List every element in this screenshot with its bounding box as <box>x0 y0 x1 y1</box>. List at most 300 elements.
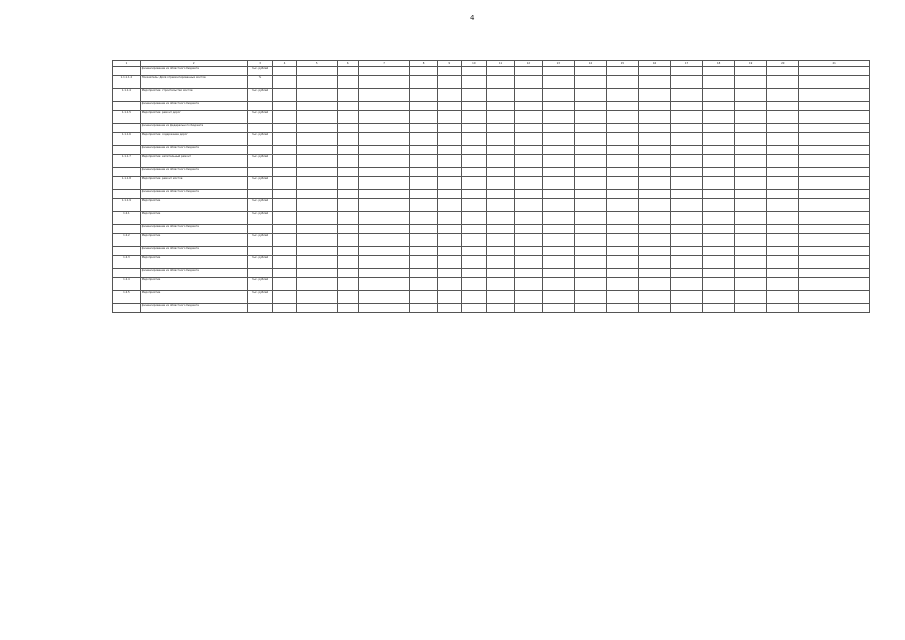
value-cell <box>337 269 358 278</box>
value-cell <box>671 190 703 199</box>
table-row <box>113 133 870 146</box>
row-unit-cell: тыс. рублей <box>247 199 273 212</box>
value-cell <box>437 247 461 256</box>
value-cell <box>671 124 703 133</box>
value-cell <box>337 76 358 89</box>
value-cell <box>735 177 767 190</box>
value-cell <box>337 177 358 190</box>
value-cell <box>799 234 870 247</box>
table-row <box>113 102 870 111</box>
value-cell <box>671 177 703 190</box>
value-cell <box>735 89 767 102</box>
value-cell <box>461 111 487 124</box>
value-cell <box>606 67 638 76</box>
value-cell <box>358 76 409 89</box>
value-cell <box>638 212 670 225</box>
value-cell <box>606 225 638 234</box>
value-cell <box>638 247 670 256</box>
value-cell <box>671 67 703 76</box>
value-cell <box>767 177 799 190</box>
value-cell <box>296 304 337 313</box>
value-cell <box>638 124 670 133</box>
value-cell <box>273 304 297 313</box>
value-cell <box>638 89 670 102</box>
value-cell <box>461 76 487 89</box>
value-cell <box>703 168 735 177</box>
row-name-cell: Мероприятие: строительство мостов <box>140 89 247 102</box>
value-cell <box>487 146 515 155</box>
value-cell <box>337 278 358 291</box>
value-cell <box>461 168 487 177</box>
value-cell <box>735 133 767 146</box>
value-cell <box>514 278 542 291</box>
column-number-cell: 18 <box>703 61 735 67</box>
value-cell <box>358 225 409 234</box>
column-number-cell: 16 <box>638 61 670 67</box>
value-cell <box>671 234 703 247</box>
value-cell <box>358 278 409 291</box>
table-row <box>113 177 870 190</box>
value-cell <box>735 256 767 269</box>
column-number-cell: 2 <box>140 61 247 67</box>
value-cell <box>410 234 438 247</box>
value-cell <box>671 225 703 234</box>
value-cell <box>514 190 542 199</box>
value-cell <box>542 111 574 124</box>
value-cell <box>296 133 337 146</box>
value-cell <box>767 102 799 111</box>
value-cell <box>487 234 515 247</box>
value-cell <box>337 225 358 234</box>
row-unit-cell: тыс. рублей <box>247 291 273 304</box>
value-cell <box>767 278 799 291</box>
value-cell <box>671 89 703 102</box>
value-cell <box>461 247 487 256</box>
table-row <box>113 76 870 89</box>
value-cell <box>358 291 409 304</box>
row-code-cell <box>113 304 141 313</box>
row-code-cell <box>113 124 141 133</box>
value-cell <box>273 146 297 155</box>
value-cell <box>337 146 358 155</box>
value-cell <box>487 212 515 225</box>
value-cell <box>487 247 515 256</box>
value-cell <box>487 155 515 168</box>
table-row <box>113 168 870 177</box>
value-cell <box>514 76 542 89</box>
value-cell <box>767 146 799 155</box>
value-cell <box>358 155 409 168</box>
value-cell <box>514 199 542 212</box>
row-name-cell: Мероприятие <box>140 212 247 225</box>
row-name-cell: Мероприятие <box>140 278 247 291</box>
value-cell <box>542 155 574 168</box>
value-cell <box>337 247 358 256</box>
row-unit-cell: тыс. рублей <box>247 133 273 146</box>
value-cell <box>799 304 870 313</box>
value-cell <box>606 76 638 89</box>
value-cell <box>273 67 297 76</box>
column-number-cell: 11 <box>487 61 515 67</box>
value-cell <box>461 199 487 212</box>
row-unit-cell: тыс. рублей <box>247 111 273 124</box>
value-cell <box>487 111 515 124</box>
value-cell <box>514 155 542 168</box>
value-cell <box>542 102 574 111</box>
row-name-cell: Мероприятие: ремонт дорог <box>140 111 247 124</box>
value-cell <box>337 89 358 102</box>
value-cell <box>638 269 670 278</box>
value-cell <box>410 76 438 89</box>
value-cell <box>703 291 735 304</box>
column-number-cell: 10 <box>461 61 487 67</box>
value-cell <box>337 291 358 304</box>
row-unit-cell <box>247 102 273 111</box>
column-number-cell: 5 <box>296 61 337 67</box>
value-cell <box>542 168 574 177</box>
value-cell <box>337 168 358 177</box>
value-cell <box>273 278 297 291</box>
value-cell <box>487 102 515 111</box>
table-row <box>113 234 870 247</box>
value-cell <box>606 102 638 111</box>
value-cell <box>703 247 735 256</box>
value-cell <box>337 67 358 76</box>
value-cell <box>487 67 515 76</box>
value-cell <box>606 146 638 155</box>
value-cell <box>638 199 670 212</box>
value-cell <box>767 247 799 256</box>
value-cell <box>767 89 799 102</box>
value-cell <box>574 212 606 225</box>
value-cell <box>606 89 638 102</box>
value-cell <box>487 190 515 199</box>
value-cell <box>410 304 438 313</box>
value-cell <box>296 102 337 111</box>
value-cell <box>606 168 638 177</box>
value-cell <box>437 168 461 177</box>
row-name-cell: финансирование из областного бюджета <box>140 225 247 234</box>
table-row <box>113 256 870 269</box>
value-cell <box>296 89 337 102</box>
value-cell <box>337 234 358 247</box>
row-code-cell: 1.1.1.1.2 <box>113 76 141 89</box>
value-cell <box>358 304 409 313</box>
value-cell <box>296 155 337 168</box>
row-name-cell: Мероприятие: капитальный ремонт <box>140 155 247 168</box>
value-cell <box>410 111 438 124</box>
value-cell <box>273 177 297 190</box>
value-cell <box>542 212 574 225</box>
row-code-cell: 1.1.1.9 <box>113 199 141 212</box>
value-cell <box>638 67 670 76</box>
value-cell <box>671 212 703 225</box>
column-number-cell: 1 <box>113 61 141 67</box>
value-cell <box>671 76 703 89</box>
program-table <box>112 60 870 313</box>
value-cell <box>273 212 297 225</box>
value-cell <box>410 256 438 269</box>
value-cell <box>671 168 703 177</box>
value-cell <box>461 102 487 111</box>
row-unit-cell: тыс. рублей <box>247 278 273 291</box>
value-cell <box>767 76 799 89</box>
value-cell <box>337 124 358 133</box>
value-cell <box>514 256 542 269</box>
value-cell <box>638 111 670 124</box>
table-row <box>113 247 870 256</box>
value-cell <box>542 124 574 133</box>
row-name-cell: Показатель: Доля отремонтированных мостов <box>140 76 247 89</box>
value-cell <box>273 111 297 124</box>
table-row <box>113 89 870 102</box>
value-cell <box>358 89 409 102</box>
value-cell <box>735 124 767 133</box>
value-cell <box>337 304 358 313</box>
value-cell <box>638 225 670 234</box>
value-cell <box>410 168 438 177</box>
value-cell <box>703 234 735 247</box>
value-cell <box>767 190 799 199</box>
value-cell <box>273 199 297 212</box>
value-cell <box>703 256 735 269</box>
value-cell <box>574 304 606 313</box>
value-cell <box>461 190 487 199</box>
value-cell <box>487 133 515 146</box>
value-cell <box>542 199 574 212</box>
row-code-cell: 1.2.3 <box>113 256 141 269</box>
value-cell <box>487 269 515 278</box>
value-cell <box>703 146 735 155</box>
value-cell <box>735 76 767 89</box>
value-cell <box>703 304 735 313</box>
table-row <box>113 291 870 304</box>
value-cell <box>703 199 735 212</box>
value-cell <box>638 146 670 155</box>
value-cell <box>410 269 438 278</box>
row-name-cell: финансирование из областного бюджета <box>140 304 247 313</box>
value-cell <box>273 168 297 177</box>
value-cell <box>799 76 870 89</box>
value-cell <box>767 212 799 225</box>
value-cell <box>437 304 461 313</box>
value-cell <box>410 89 438 102</box>
value-cell <box>461 212 487 225</box>
row-code-cell <box>113 225 141 234</box>
value-cell <box>799 111 870 124</box>
value-cell <box>735 102 767 111</box>
value-cell <box>638 133 670 146</box>
column-number-cell: 4 <box>273 61 297 67</box>
column-number-cell: 12 <box>514 61 542 67</box>
value-cell <box>410 225 438 234</box>
value-cell <box>437 234 461 247</box>
value-cell <box>703 89 735 102</box>
value-cell <box>799 278 870 291</box>
value-cell <box>437 76 461 89</box>
row-code-cell <box>113 146 141 155</box>
row-code-cell: 1.1.1.4 <box>113 89 141 102</box>
row-code-cell <box>113 102 141 111</box>
row-code-cell <box>113 247 141 256</box>
table-row <box>113 67 870 76</box>
value-cell <box>461 89 487 102</box>
value-cell <box>574 190 606 199</box>
value-cell <box>606 291 638 304</box>
value-cell <box>767 111 799 124</box>
value-cell <box>410 212 438 225</box>
value-cell <box>437 124 461 133</box>
value-cell <box>273 102 297 111</box>
value-cell <box>574 67 606 76</box>
value-cell <box>437 111 461 124</box>
value-cell <box>358 190 409 199</box>
value-cell <box>799 124 870 133</box>
value-cell <box>606 133 638 146</box>
table-row <box>113 304 870 313</box>
value-cell <box>437 89 461 102</box>
value-cell <box>574 89 606 102</box>
row-unit-cell: тыс. рублей <box>247 212 273 225</box>
value-cell <box>574 225 606 234</box>
column-number-cell: 21 <box>799 61 870 67</box>
value-cell <box>671 304 703 313</box>
value-cell <box>461 256 487 269</box>
value-cell <box>514 291 542 304</box>
value-cell <box>514 177 542 190</box>
value-cell <box>767 291 799 304</box>
value-cell <box>542 190 574 199</box>
value-cell <box>735 111 767 124</box>
column-number-cell: 9 <box>437 61 461 67</box>
value-cell <box>767 155 799 168</box>
value-cell <box>296 291 337 304</box>
value-cell <box>273 256 297 269</box>
value-cell <box>296 67 337 76</box>
value-cell <box>410 133 438 146</box>
value-cell <box>358 102 409 111</box>
value-cell <box>296 247 337 256</box>
value-cell <box>437 278 461 291</box>
value-cell <box>703 76 735 89</box>
value-cell <box>767 133 799 146</box>
value-cell <box>487 291 515 304</box>
value-cell <box>606 155 638 168</box>
row-code-cell: 1.1.1.6 <box>113 133 141 146</box>
value-cell <box>542 89 574 102</box>
value-cell <box>358 168 409 177</box>
value-cell <box>461 291 487 304</box>
value-cell <box>703 133 735 146</box>
value-cell <box>273 133 297 146</box>
value-cell <box>437 133 461 146</box>
row-unit-cell: тыс. рублей <box>247 234 273 247</box>
value-cell <box>735 146 767 155</box>
value-cell <box>574 234 606 247</box>
value-cell <box>703 111 735 124</box>
row-name-cell: финансирование из областного бюджета <box>140 247 247 256</box>
value-cell <box>606 256 638 269</box>
value-cell <box>735 278 767 291</box>
value-cell <box>514 111 542 124</box>
value-cell <box>799 199 870 212</box>
value-cell <box>671 278 703 291</box>
value-cell <box>542 304 574 313</box>
value-cell <box>514 304 542 313</box>
row-unit-cell <box>247 247 273 256</box>
value-cell <box>799 168 870 177</box>
value-cell <box>799 133 870 146</box>
value-cell <box>337 190 358 199</box>
value-cell <box>542 146 574 155</box>
value-cell <box>410 291 438 304</box>
value-cell <box>735 168 767 177</box>
value-cell <box>461 269 487 278</box>
row-name-cell: финансирование из областного бюджета <box>140 168 247 177</box>
value-cell <box>606 278 638 291</box>
value-cell <box>735 225 767 234</box>
value-cell <box>703 155 735 168</box>
value-cell <box>574 199 606 212</box>
value-cell <box>799 89 870 102</box>
value-cell <box>606 177 638 190</box>
value-cell <box>638 278 670 291</box>
value-cell <box>671 146 703 155</box>
row-code-cell: 1.1.1.7 <box>113 155 141 168</box>
column-number-cell: 3 <box>247 61 273 67</box>
value-cell <box>487 256 515 269</box>
value-cell <box>358 234 409 247</box>
value-cell <box>671 111 703 124</box>
value-cell <box>437 269 461 278</box>
value-cell <box>514 234 542 247</box>
value-cell <box>703 102 735 111</box>
value-cell <box>461 225 487 234</box>
value-cell <box>461 67 487 76</box>
value-cell <box>296 124 337 133</box>
column-number-cell: 15 <box>606 61 638 67</box>
table-row <box>113 269 870 278</box>
row-unit-cell: тыс. рублей <box>247 67 273 76</box>
table-row <box>113 124 870 133</box>
value-cell <box>296 111 337 124</box>
value-cell <box>703 225 735 234</box>
value-cell <box>437 256 461 269</box>
value-cell <box>606 234 638 247</box>
value-cell <box>767 256 799 269</box>
value-cell <box>437 155 461 168</box>
value-cell <box>606 199 638 212</box>
row-name-cell: финансирование из областного бюджета <box>140 269 247 278</box>
column-number-cell: 13 <box>542 61 574 67</box>
value-cell <box>514 168 542 177</box>
column-number-cell: 17 <box>671 61 703 67</box>
value-cell <box>767 304 799 313</box>
value-cell <box>767 225 799 234</box>
column-number-cell: 14 <box>574 61 606 67</box>
document-table-container <box>112 60 870 590</box>
value-cell <box>461 234 487 247</box>
row-code-cell <box>113 67 141 76</box>
value-cell <box>514 124 542 133</box>
value-cell <box>703 177 735 190</box>
table-row <box>113 212 870 225</box>
value-cell <box>638 76 670 89</box>
value-cell <box>487 168 515 177</box>
value-cell <box>273 89 297 102</box>
value-cell <box>767 67 799 76</box>
value-cell <box>273 234 297 247</box>
